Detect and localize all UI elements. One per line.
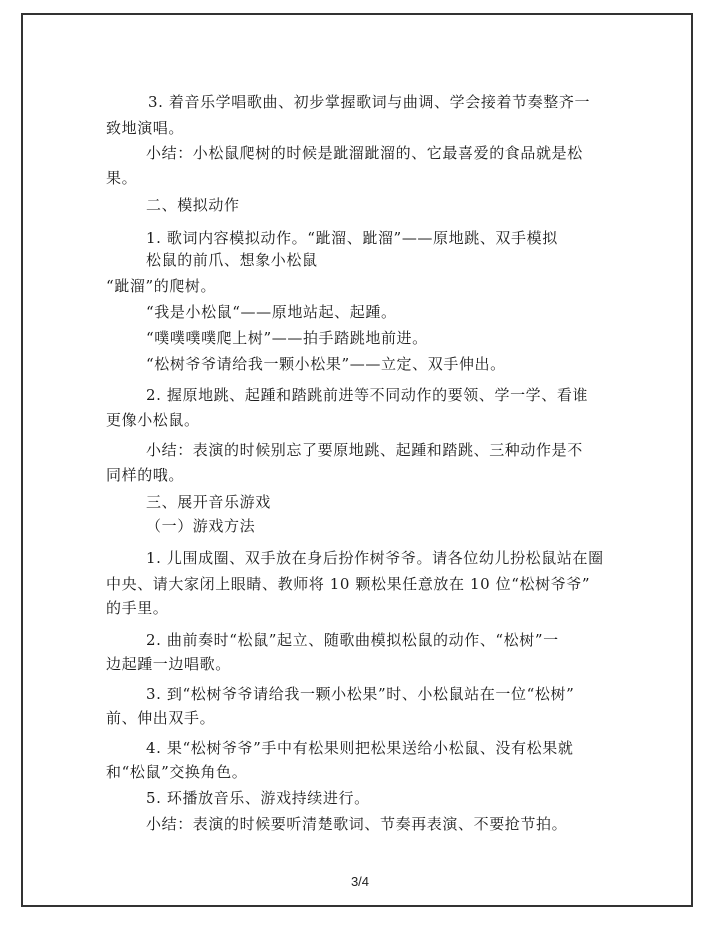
paragraph-line: 小结：小松鼠爬树的时候是跐溜跐溜的、它最喜爱的食品就是松 [146,144,583,162]
paragraph-line: 2. 曲前奏时“松鼠”起立、随歌曲模拟松鼠的动作、“松树”一 [146,631,559,649]
paragraph-line: 的手里。 [106,599,169,617]
paragraph-line: 致地演唱。 [106,119,185,137]
paragraph-line: 4. 果“松树爷爷”手中有松果则把松果送给小松鼠、没有松果就 [146,739,574,757]
paragraph-line: 更像小松鼠。 [106,411,200,429]
paragraph-line: 松鼠的前爪、想象小松鼠 [146,251,318,269]
paragraph-line: 中央、请大家闭上眼睛、教师将 10 颗松果任意放在 10 位“松树爷爷” [106,575,591,593]
paragraph-line: 边起踵一边唱歌。 [106,655,231,673]
paragraph-line: 2. 握原地跳、起踵和踏跳前进等不同动作的要领、学一学、看谁 [146,386,589,404]
paragraph-line: 同样的哦。 [106,466,185,484]
subsection-heading: （一）游戏方法 [146,517,256,535]
paragraph-line: 1. 歌词内容模拟动作。“跐溜、跐溜”——原地跳、双手模拟 [146,229,558,247]
lyric-action-line: “松树爷爷请给我一颗小松果”——立定、双手伸出。 [146,355,506,373]
paragraph-line: 3. 着音乐学唱歌曲、初步掌握歌词与曲调、学会接着节奏整齐一 [148,93,591,111]
paragraph-line: 果。 [106,169,138,187]
paragraph-line: 5. 环播放音乐、游戏持续进行。 [146,789,370,807]
lyric-action-line: “噗噗噗噗爬上树”——拍手踏跳地前进。 [146,329,428,347]
section-heading: 二、模拟动作 [146,196,240,214]
paragraph-line: 前、伸出双手。 [106,709,216,727]
page-number: 3/4 [350,874,370,889]
paragraph-line: 小结：表演的时候别忘了要原地跳、起踵和踏跳、三种动作是不 [146,441,583,459]
paragraph-line: 3. 到“松树爷爷请给我一颗小松果”时、小松鼠站在一位“松树” [146,685,575,703]
paragraph-line: “跐溜”的爬树。 [106,277,217,295]
paragraph-line: 和“松鼠”交换角色。 [106,763,248,781]
paragraph-line: 1. 儿围成圈、双手放在身后扮作树爷爷。请各位幼儿扮松鼠站在圈 [146,549,604,567]
paragraph-line: 小结：表演的时候要听清楚歌词、节奏再表演、不要抢节拍。 [146,815,568,833]
lyric-action-line: “我是小松鼠“——原地站起、起踵。 [146,303,397,321]
section-heading: 三、展开音乐游戏 [146,493,271,511]
